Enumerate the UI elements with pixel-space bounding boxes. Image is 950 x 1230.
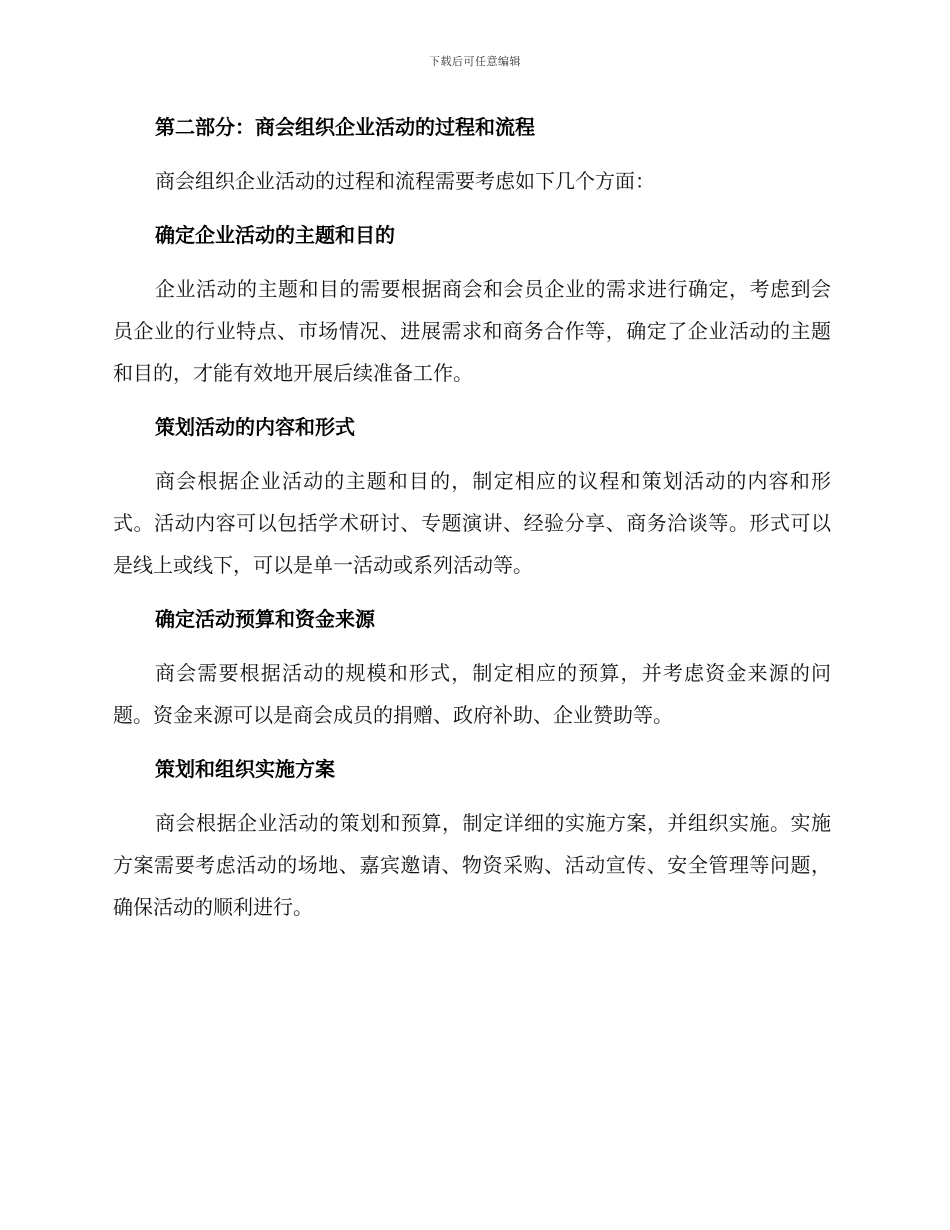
intro-paragraph: 商会组织企业活动的过程和流程需要考虑如下几个方面： [155, 169, 655, 193]
subsection-heading-budget: 确定活动预算和资金来源 [155, 607, 375, 631]
subsection-body-theme: 企业活动的主题和目的需要根据商会和会员企业的需求进行确定，考虑到会员企业的行业特点、市场情况、进展需求和商务合作等，确定了企业活动的主题和目的，才能有效地开展后续准备工作。 [113, 277, 831, 385]
subsection-body-implementation: 商会根据企业活动的策划和预算，制定详细的实施方案，并组织实施。实施方案需要考虑活动的场地、嘉宾邀请、物资采购、活动宣传、安全管理等问题，确保活动的顺利进行。 [113, 811, 831, 919]
document-body [113, 106, 831, 940]
subsection-heading-implementation: 策划和组织实施方案 [155, 757, 335, 781]
running-header: 下载后可任意编辑 [429, 55, 521, 68]
subsection-heading-theme: 确定企业活动的主题和目的 [155, 223, 395, 247]
subsection-body-content: 商会根据企业活动的主题和目的，制定相应的议程和策划活动的内容和形式。活动内容可以包括学术研讨、专题演讲、经验分享、商务洽谈等。形式可以是线上或线下，可以是单一活动或系列活动等。 [113, 469, 831, 577]
subsection-body-budget: 商会需要根据活动的规模和形式，制定相应的预算，并考虑资金来源的问题。资金来源可以是商会成员的捐赠、政府补助、企业赞助等。 [113, 661, 831, 727]
subsection-heading-content: 策划活动的内容和形式 [155, 415, 355, 439]
section-title: 第二部分：商会组织企业活动的过程和流程 [155, 115, 535, 139]
